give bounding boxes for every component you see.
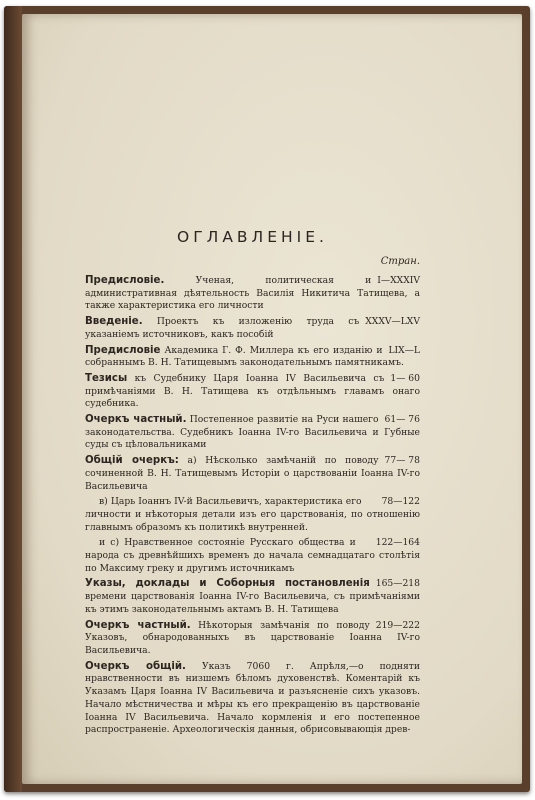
toc-entry [85,414,420,452]
toc-entry-head: Общій очеркъ: [85,455,179,467]
toc-entry [85,455,420,493]
toc-entry-head: Введеніе. [85,316,143,328]
toc-entry-text: и с) Нравственное состояніе Русскаго общества и народа съ древнѣйшихъ временъ до начала семнадцатаго столѣтія по Максиму греку и другимъ источникамъ [85,537,420,574]
toc-entry-text: къ Судебнику Царя Іоанна IV Васильевича съ примѣчаніями В. Н. Татищева къ отдѣльнымъ главамъ онаго судебника. [85,372,420,410]
toc-entry-pages: 122—164 [375,537,420,549]
toc-entry-head: Очеркъ частный. [85,619,191,631]
toc-entry [85,620,420,658]
table-of-contents [85,228,420,740]
toc-entry [85,496,420,534]
toc-entry-pages: 77— 78 [384,455,420,467]
toc-entry [85,373,420,411]
toc-entry [85,661,420,737]
toc-entry-pages: I—XXXIV [377,275,420,286]
toc-entry-head: Предисловіе [85,344,161,356]
toc-entry-pages: 61— 76 [384,414,420,426]
toc-entry-text: Указъ 7060 г. Апрѣля,—о подняти нравственности въ низшемъ бѣломъ духовенствѣ. Коментарій къ Указамъ Царя Іоанна IV Васильевича и разъясненіе сихъ указовъ. Начало мѣстничества и мѣры къ его прекращенію въ царствованіе Іоанна IV Васильевича. Начало кормленія и его постепенное распространеніе. Археологическія данныя, обрисовывающія древ- [85,660,421,736]
page-column-label: Стран. [380,256,420,267]
toc-entry-text: в) Царь Іоаннъ IV-й Васильевичъ, характеристика его личности и нѣкоторыя детали изъ его царствованія, по отношенію главнымъ образомъ къ политикѣ внутренней. [85,496,420,533]
page-title: ОГЛАВЛЕНІЕ. [177,228,328,246]
toc-entry-text: Нѣкоторыя замѣчанія по поводу Указовъ, обнародованныхъ въ царствованіе Іоанна IV-го Васильевича. [85,619,420,656]
toc-entry [85,316,420,341]
toc-entry-text: Академика Г. Ф. Миллера къ его изданію и собраннымъ В. Н. Татищевымъ законодательнымъ памятникамъ. [85,344,404,369]
toc-entry-pages: XXXV—LXV [365,316,420,328]
toc-entry-text: а) Нѣсколько замѣчаній по поводу сочиненной В. Н. Татищевымъ Исторіи о царствованіи Іоанна IV-го Васильевича [85,455,420,492]
toc-entry-text: Ученая, политическая и административная дѣятельность Василія Никитича Татищева, а также характеристика его личности [85,275,420,312]
toc-entry-head: Очеркъ общій. [85,660,186,672]
book-spine [4,6,22,792]
toc-entry-head: Указы, доклады и Соборныя постановленія [85,578,370,590]
toc-entry [85,345,420,370]
toc-entry-pages: 219—222 [375,619,420,631]
toc-entry-head: Тезисы [85,372,128,384]
toc-entry-pages: LIX—L [388,344,420,356]
toc-entry-text: времени царствованія Іоанна IV-го Васильевича, съ примѣчаніями къ этимъ законодательнымъ актамъ В. Н. Татищева [85,591,420,615]
toc-entry-pages: 165—218 [375,578,420,590]
toc-entry-head: Предисловіе. [85,275,165,286]
toc-entry [85,578,420,616]
toc-entry [85,275,420,313]
toc-entry-head: Очеркъ частный. [85,414,187,426]
toc-entry-pages: 78—122 [381,496,420,508]
toc-entry-pages: 1— 60 [390,372,420,384]
toc-entry-text: Постепенное развитіе на Руси нашего законодательства. Судебникъ Іоанна IV-го Васильевича и Губные суды съ цѣловальниками [85,414,420,451]
toc-entry-text: Проектъ къ изложенію труда съ указаніемъ источниковъ, какъ пособій [85,316,360,340]
toc-entry [85,537,420,575]
